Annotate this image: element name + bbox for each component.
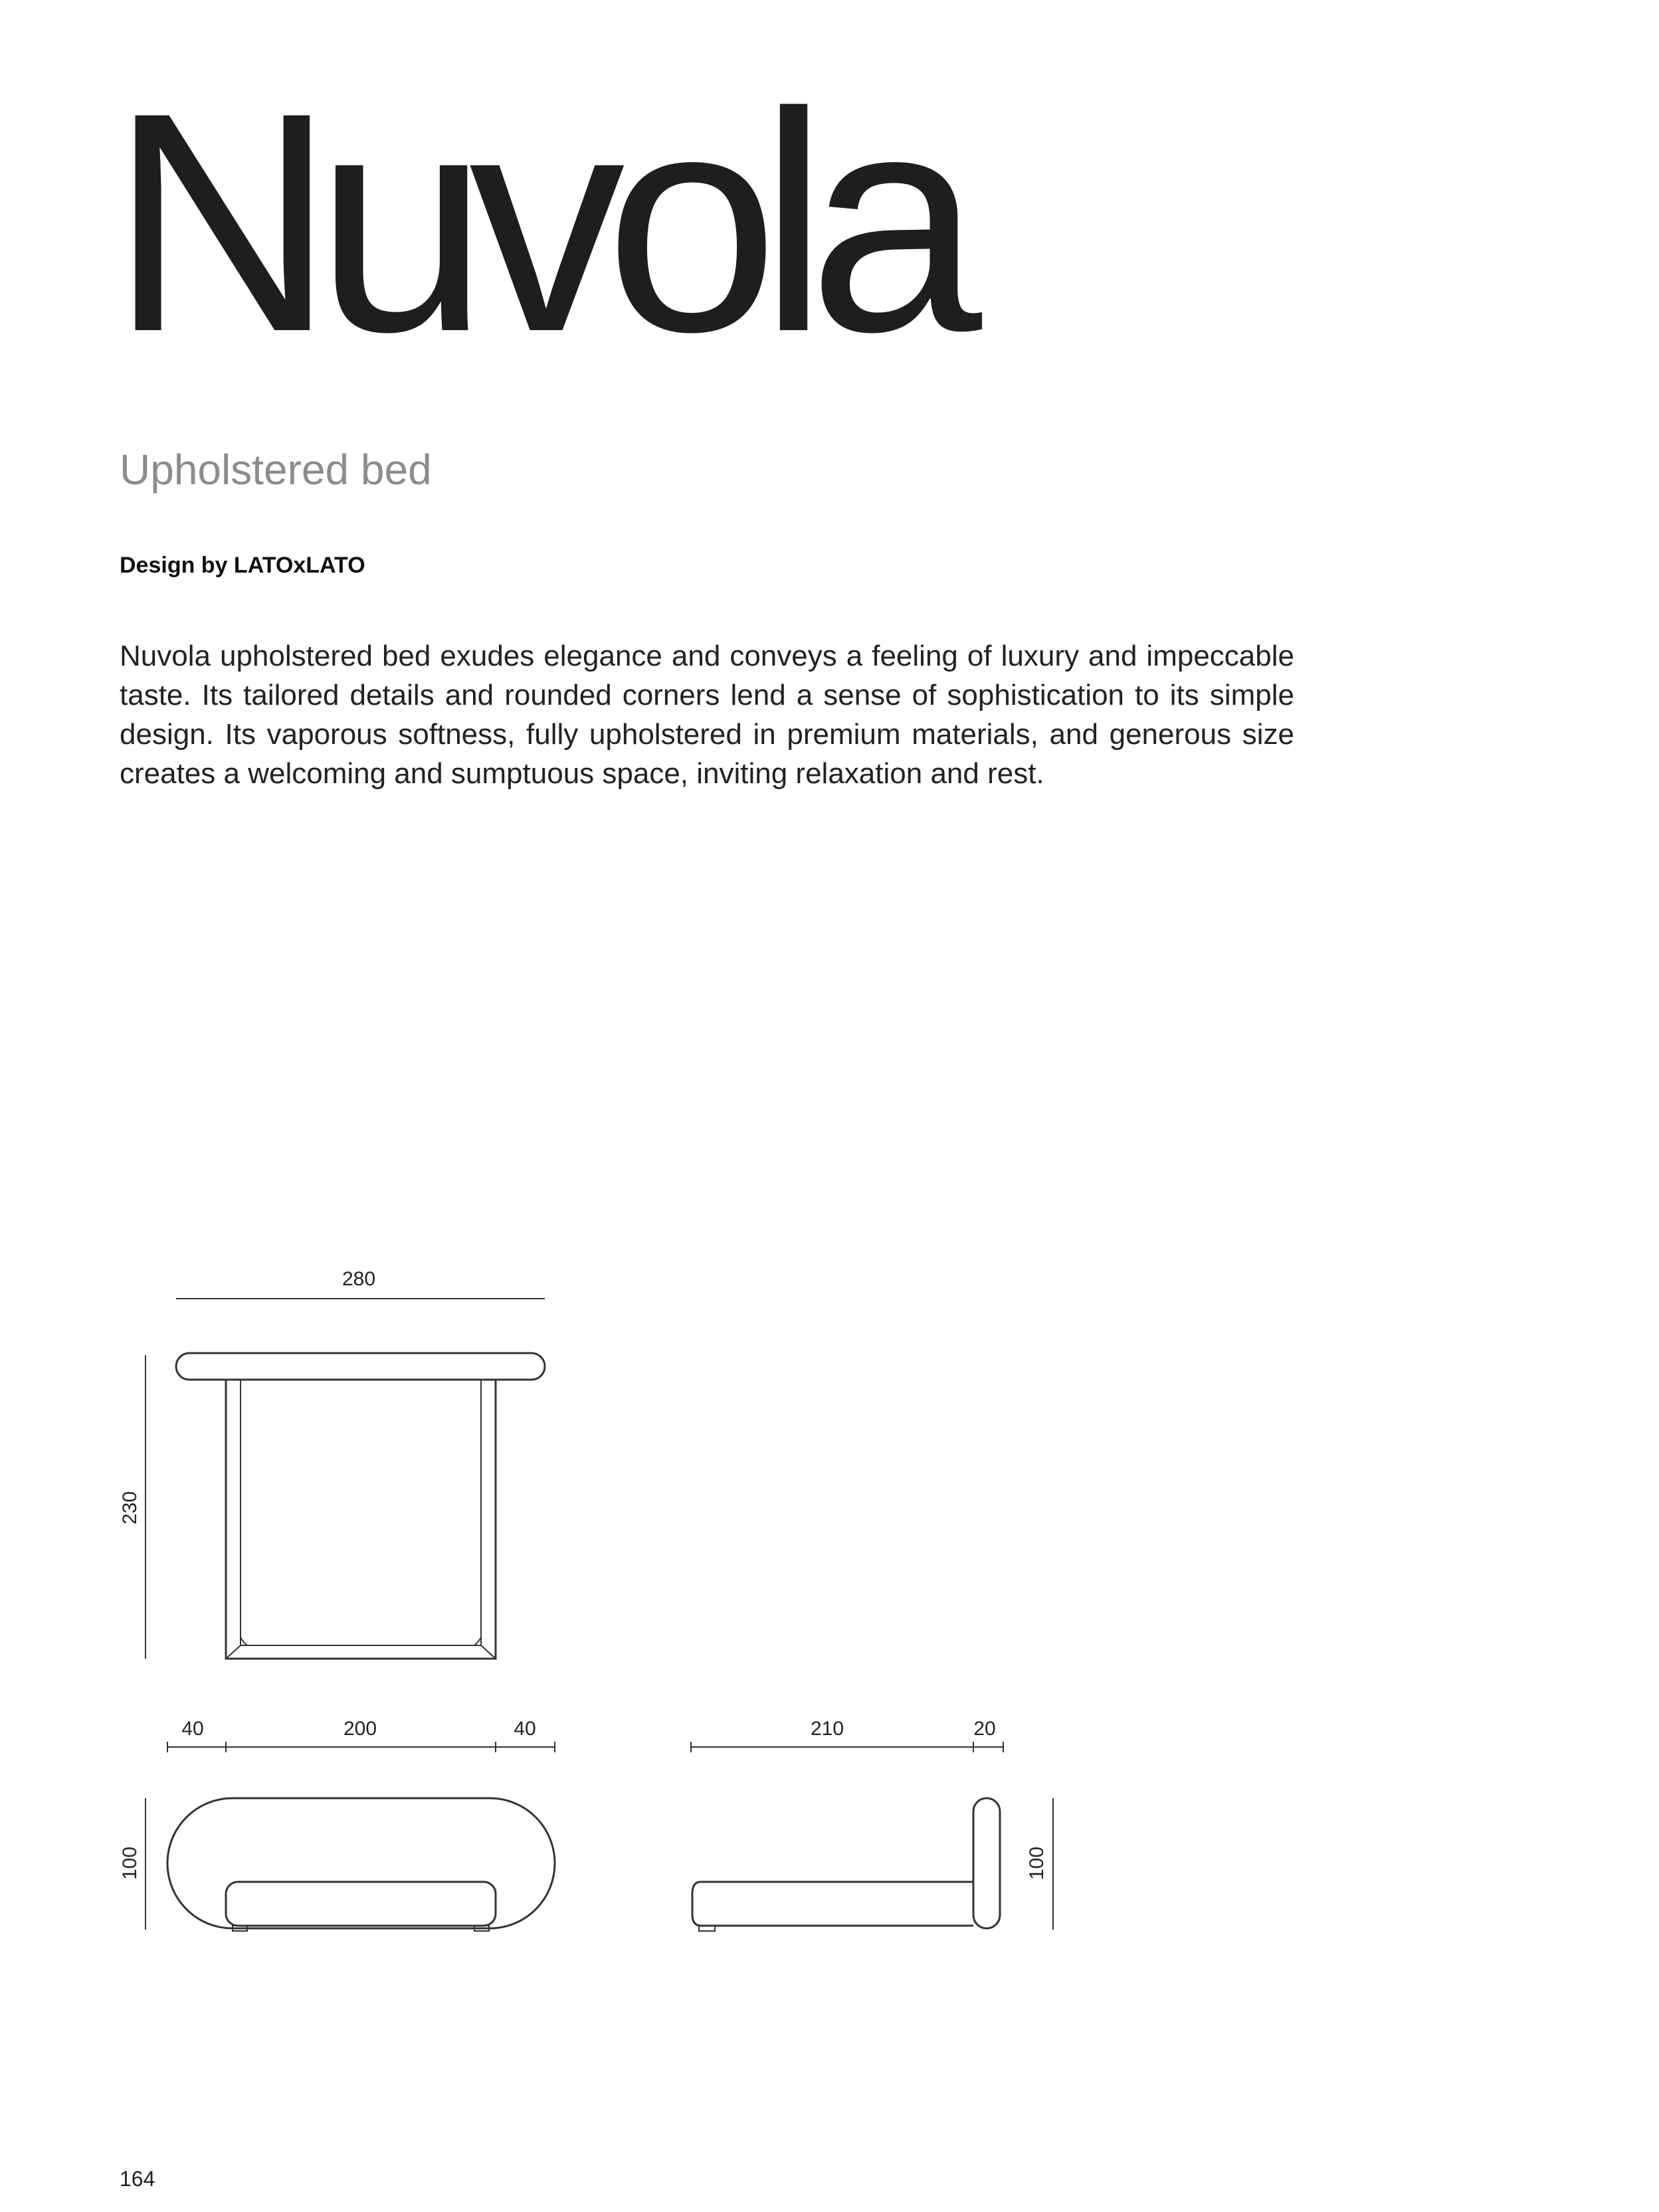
front-height-label: 100 bbox=[119, 1846, 141, 1881]
product-description: Nuvola upholstered bed exudes elegance and conveys a feeling of luxury and impeccable taste. Its tailored details and rounded corners lend a sense of sophistication to its simple design. Its vaporous softness, fully upholstered in premium materials, and generous size creates a welcoming and sumptuous space, inviting relaxation and rest. bbox=[120, 640, 1294, 790]
side-headboard bbox=[973, 1798, 1000, 1928]
side-bed-base bbox=[692, 1882, 973, 1926]
front-center-label: 200 bbox=[343, 1718, 377, 1740]
plan-headboard bbox=[176, 1353, 545, 1380]
plan-view bbox=[146, 1299, 545, 1659]
product-title: Nuvola bbox=[110, 48, 963, 397]
front-bed-base bbox=[226, 1882, 496, 1926]
page-number: 164 bbox=[120, 2167, 155, 2191]
side-height-label: 100 bbox=[1026, 1846, 1048, 1881]
front-view bbox=[146, 1742, 555, 1931]
front-left-label: 40 bbox=[181, 1718, 204, 1740]
side-headboard-label: 20 bbox=[973, 1718, 996, 1740]
designer-credit: Design by LATOxLATO bbox=[120, 553, 365, 578]
product-subtitle: Upholstered bed bbox=[120, 446, 432, 494]
side-view bbox=[691, 1742, 1053, 1931]
front-right-label: 40 bbox=[514, 1718, 536, 1740]
plan-width-label: 280 bbox=[342, 1268, 376, 1290]
plan-frame-inner bbox=[241, 1380, 481, 1645]
side-length-label: 210 bbox=[810, 1718, 844, 1740]
plan-frame-corner-right bbox=[474, 1637, 496, 1659]
plan-depth-label: 230 bbox=[119, 1491, 141, 1525]
plan-frame-outer bbox=[226, 1380, 496, 1659]
plan-frame-corner-left bbox=[226, 1637, 247, 1659]
